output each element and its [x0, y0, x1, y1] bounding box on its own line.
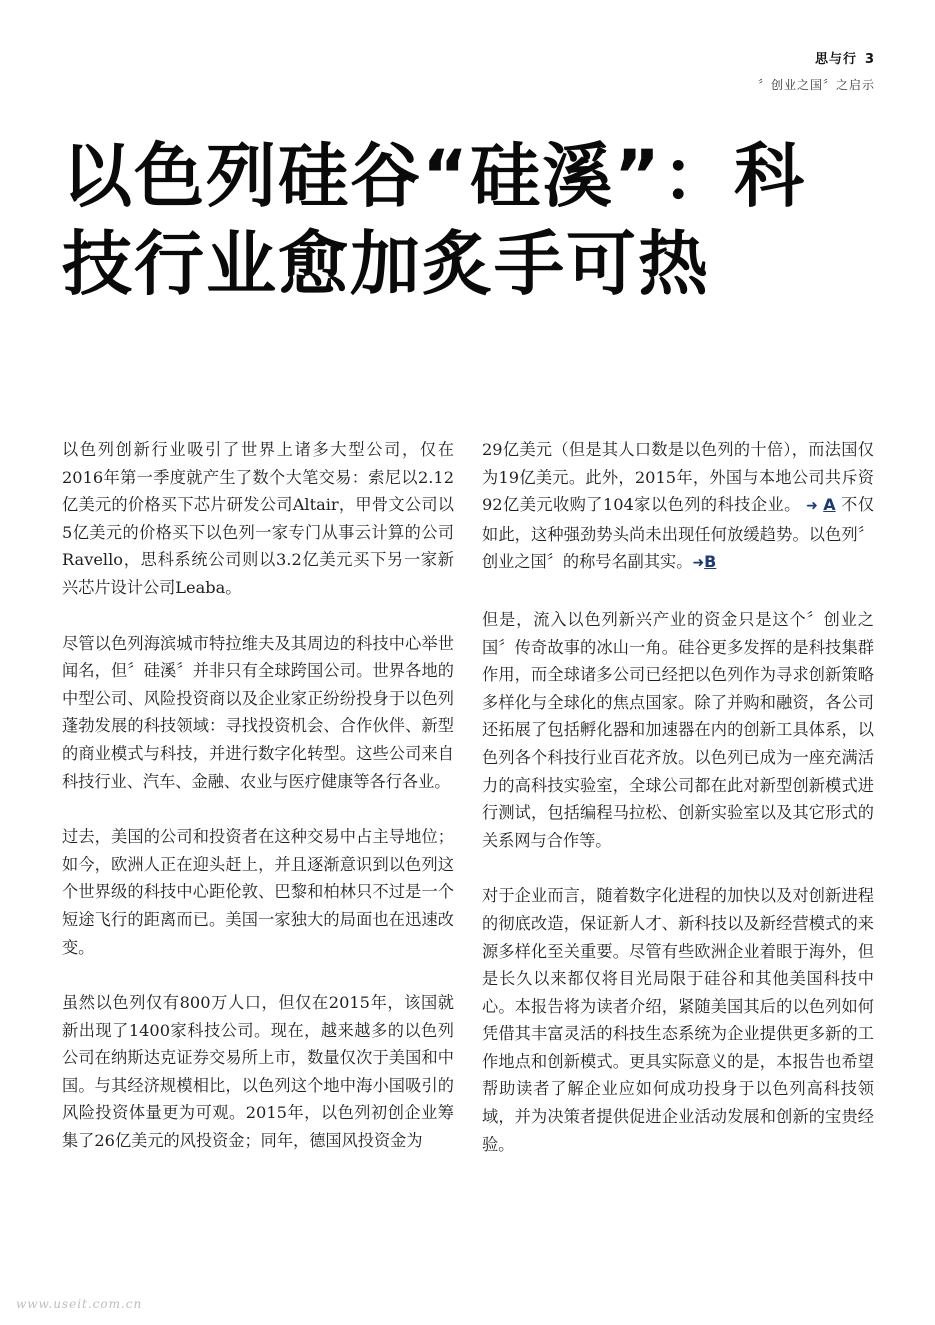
- paragraph: 过去，美国的公司和投资者在这种交易中占主导地位；如今，欧洲人正在迎头赶上，并且逐渐意识到以色列这个世界级的科技中心距伦敦、巴黎和柏林只不过是一个短途飞行的距离而已。美国一家独大的局面也在迅速改变。: [62, 827, 454, 957]
- left-column: [62, 436, 454, 1183]
- paragraph: [482, 436, 874, 578]
- paragraph: 尽管以色列海滨城市特拉维夫及其周边的科技中心举世闻名，但〞硅溪〞并非只有全球跨国公司。世界各地的中型公司、风险投资商以及企业家正纷纷投身于以色列蓬勃发展的科技领域：寻找投资机会、合作伙伴、新型的商业模式与科技，并进行数字化转型。这些公司来自科技行业、汽车、金融、农业与医疗健康等各行各业。: [62, 633, 454, 791]
- paragraph: 以色列创新行业吸引了世界上诸多大型公司，仅在2016年第一季度就产生了数个大笔交易：索尼以2.12亿美元的价格买下芯片研发公司Altair，甲骨文公司以5亿美元的价格买下以色列一家专门从事云计算的公司Ravello，思科系统公司则以3.2亿美元买下另一家新兴芯片设计公司Leaba。: [62, 440, 454, 597]
- title-line-1: 以色列硅谷“硅溪”：科: [62, 135, 807, 217]
- section-label: [758, 48, 875, 67]
- paragraph-text: 不仅如此，这种强劲势头尚未出现任何放缓趋势。以色列〞创业之国〞的称号名副其实。: [482, 495, 875, 572]
- header-subtitle: 〞创业之国〞之启示: [757, 78, 875, 92]
- watermark: www.useit.com.cn: [16, 1297, 143, 1311]
- section-name: 思与行: [814, 52, 857, 67]
- reference-link-b[interactable]: [692, 552, 717, 572]
- reference-letter-a: A: [823, 495, 836, 515]
- page-title: [62, 132, 852, 308]
- arrow-right-icon: ➜: [692, 555, 705, 572]
- page-header: [758, 48, 875, 93]
- paragraph: 对于企业而言，随着数字化进程的加快以及对创新进程的彻底改造，保证新人才、新科技以及新经营模式的来源多样化至关重要。尽管有些欧洲企业着眼于海外，但是长久以来都仅将目光局限于硅谷和其他美国科技中心。本报告将为读者介绍，紧随美国其后的以色列如何凭借其丰富灵活的科技生态系统为企业提供更多新的工作地点和创新模式。更具实际意义的是，本报告也希望帮助读者了解企业应如何成功投身于以色列高科技领域，并为决策者提供促进企业活动发展和创新的宝贵经验。: [482, 886, 874, 1154]
- reference-letter-b: B: [704, 552, 717, 572]
- arrow-right-icon: ➜: [806, 498, 818, 515]
- paragraph: 但是，流入以色列新兴产业的资金只是这个〞创业之国〞传奇故事的冰山一角。硅谷更多发挥的是科技集群作用，而全球诸多公司已经把以色列作为寻求创新策略多样化与全球化的焦点国家。除了并购和融资，各公司还拓展了包括孵化器和加速器在内的创新工具体系，以色列各个科技行业百花齐放。以色列已成为一座充满活力的高科技实验室，全球公司都在此对新型创新模式进行测试，包括编程马拉松、创新实验室以及其它形式的关系网与合作等。: [482, 609, 874, 850]
- page-number: 3: [864, 52, 875, 67]
- paragraph: 虽然以色列仅有800万人口，但仅在2015年，该国就新出现了1400家科技公司。现在，越来越多的以色列公司在纳斯达克证券交易所上市，数量仅次于美国和中国。与其经济规模相比，以色列这个地中海小国吸引的风险投资体量更为可观。2015年，以色列初创企业筹集了26亿美元的风投资金；同年，德国风投资金为: [62, 993, 454, 1151]
- right-column: [482, 436, 874, 1186]
- title-line-2: 技行业愈加炙手可热: [62, 223, 710, 305]
- paragraph-text: 29亿美元（但是其人口数是以色列的十倍），而法国仅为19亿美元。此外，2015年，外国与本地公司共斥资92亿美元收购了104家以色列的科技企业。: [482, 440, 874, 515]
- reference-link-a[interactable]: [801, 495, 836, 515]
